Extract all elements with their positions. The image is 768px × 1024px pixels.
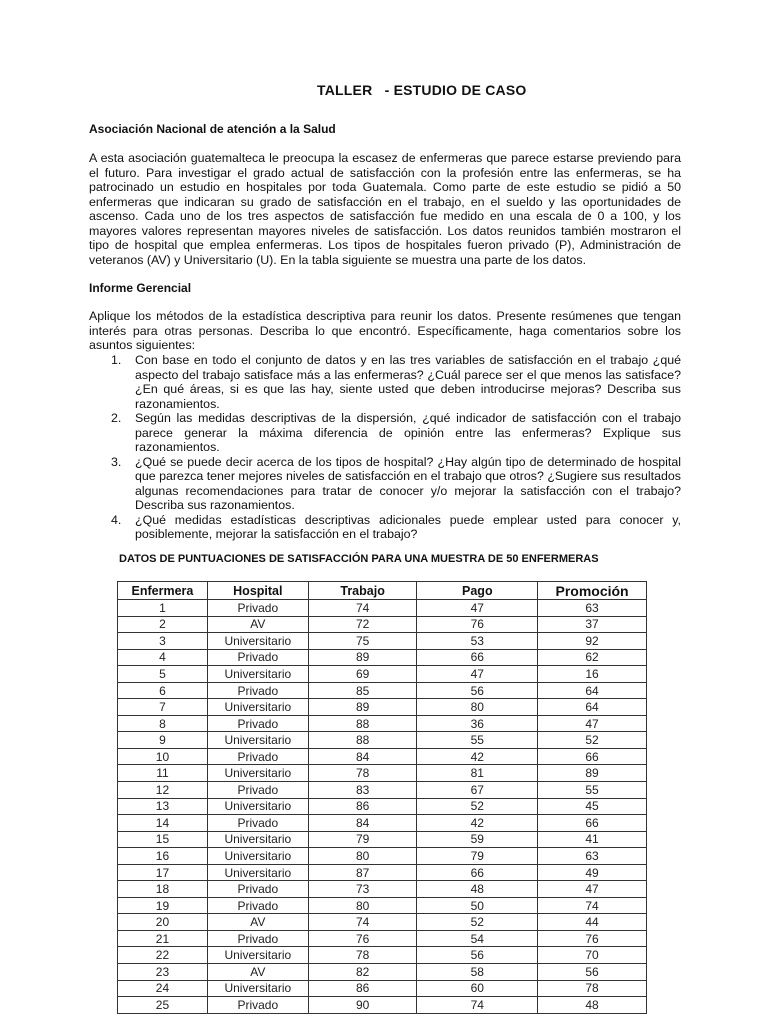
cell-promocion: 66 bbox=[538, 815, 647, 832]
cell-pago: 59 bbox=[417, 831, 538, 848]
cell-pago: 56 bbox=[417, 682, 538, 699]
cell-hospital: Universitario bbox=[207, 765, 308, 782]
cell-promocion: 48 bbox=[538, 997, 647, 1014]
cell-promocion: 64 bbox=[538, 682, 647, 699]
cell-enfermera: 5 bbox=[118, 666, 208, 683]
cell-trabajo: 79 bbox=[308, 831, 417, 848]
cell-hospital: Universitario bbox=[207, 848, 308, 865]
column-header-promocion: Promoción bbox=[538, 582, 647, 600]
cell-enfermera: 2 bbox=[118, 616, 208, 633]
cell-hospital: Universitario bbox=[207, 831, 308, 848]
cell-enfermera: 8 bbox=[118, 715, 208, 732]
cell-enfermera: 7 bbox=[118, 699, 208, 716]
cell-hospital: AV bbox=[207, 616, 308, 633]
cell-trabajo: 86 bbox=[308, 980, 417, 997]
cell-promocion: 89 bbox=[538, 765, 647, 782]
column-header-trabajo: Trabajo bbox=[308, 582, 417, 600]
question-item bbox=[89, 455, 681, 513]
cell-pago: 81 bbox=[417, 765, 538, 782]
cell-promocion: 56 bbox=[538, 964, 647, 981]
cell-trabajo: 80 bbox=[308, 897, 417, 914]
cell-hospital: Universitario bbox=[207, 980, 308, 997]
cell-hospital: Universitario bbox=[207, 699, 308, 716]
column-header-enfermera: Enfermera bbox=[118, 582, 208, 600]
table-row bbox=[118, 848, 647, 865]
cell-hospital: Privado bbox=[207, 649, 308, 666]
cell-hospital: Privado bbox=[207, 748, 308, 765]
cell-promocion: 49 bbox=[538, 864, 647, 881]
cell-pago: 58 bbox=[417, 964, 538, 981]
satisfaction-table bbox=[117, 581, 647, 1014]
cell-hospital: Universitario bbox=[207, 666, 308, 683]
cell-pago: 52 bbox=[417, 914, 538, 931]
cell-hospital: AV bbox=[207, 914, 308, 931]
cell-enfermera: 22 bbox=[118, 947, 208, 964]
cell-enfermera: 23 bbox=[118, 964, 208, 981]
table-row bbox=[118, 782, 647, 799]
cell-promocion: 76 bbox=[538, 930, 647, 947]
question-item bbox=[89, 353, 681, 411]
question-text: Según las medidas descriptivas de la dispersión, ¿qué indicador de satisfacción con el trabajo parece generar la máxima diferencia de opinión entre las enfermeras? Explique sus razonamientos. bbox=[135, 411, 681, 454]
cell-pago: 53 bbox=[417, 633, 538, 650]
cell-hospital: Privado bbox=[207, 897, 308, 914]
document-title: TALLER - ESTUDIO DE CASO bbox=[317, 82, 527, 98]
cell-pago: 66 bbox=[417, 649, 538, 666]
cell-enfermera: 12 bbox=[118, 782, 208, 799]
cell-trabajo: 76 bbox=[308, 930, 417, 947]
cell-promocion: 92 bbox=[538, 633, 647, 650]
cell-trabajo: 78 bbox=[308, 765, 417, 782]
cell-enfermera: 21 bbox=[118, 930, 208, 947]
cell-enfermera: 6 bbox=[118, 682, 208, 699]
table-row bbox=[118, 649, 647, 666]
cell-enfermera: 15 bbox=[118, 831, 208, 848]
cell-trabajo: 84 bbox=[308, 815, 417, 832]
cell-promocion: 44 bbox=[538, 914, 647, 931]
column-header-hospital: Hospital bbox=[207, 582, 308, 600]
cell-trabajo: 90 bbox=[308, 997, 417, 1014]
table-row bbox=[118, 947, 647, 964]
cell-promocion: 41 bbox=[538, 831, 647, 848]
table-row bbox=[118, 732, 647, 749]
cell-pago: 54 bbox=[417, 930, 538, 947]
cell-trabajo: 84 bbox=[308, 748, 417, 765]
table-row bbox=[118, 914, 647, 931]
table-row bbox=[118, 765, 647, 782]
cell-enfermera: 14 bbox=[118, 815, 208, 832]
cell-enfermera: 10 bbox=[118, 748, 208, 765]
cell-promocion: 62 bbox=[538, 649, 647, 666]
cell-pago: 48 bbox=[417, 881, 538, 898]
column-header-pago: Pago bbox=[417, 582, 538, 600]
table-row bbox=[118, 798, 647, 815]
cell-pago: 47 bbox=[417, 600, 538, 617]
cell-hospital: Privado bbox=[207, 930, 308, 947]
cell-pago: 47 bbox=[417, 666, 538, 683]
table-row bbox=[118, 930, 647, 947]
table-row bbox=[118, 715, 647, 732]
cell-promocion: 70 bbox=[538, 947, 647, 964]
question-text: ¿Qué medidas estadísticas descriptivas adicionales puede emplear usted para conocer y, posiblemente, mejorar la satisfacción en el trabajo? bbox=[135, 512, 681, 541]
table-row bbox=[118, 897, 647, 914]
cell-enfermera: 17 bbox=[118, 864, 208, 881]
report-paragraph: Aplique los métodos de la estadística descriptiva para reunir los datos. Presente resúmenes que tengan interés para otras personas. Describa lo que encontró. Específicamente, haga comentarios sobre los asuntos siguientes: bbox=[89, 309, 681, 352]
cell-promocion: 66 bbox=[538, 748, 647, 765]
table-title: DATOS DE PUNTUACIONES DE SATISFACCIÓN PARA UNA MUESTRA DE 50 ENFERMERAS bbox=[119, 553, 599, 565]
cell-hospital: AV bbox=[207, 964, 308, 981]
section-heading-association: Asociación Nacional de atención a la Salud bbox=[89, 122, 336, 136]
cell-enfermera: 4 bbox=[118, 649, 208, 666]
cell-hospital: Privado bbox=[207, 782, 308, 799]
table-row bbox=[118, 748, 647, 765]
cell-enfermera: 9 bbox=[118, 732, 208, 749]
question-text: ¿Qué se puede decir acerca de los tipos de hospital? ¿Hay algún tipo de determinado de hospital que parezca tener mejores niveles de satisfacción en el trabajo que otros? ¿Sugiere sus resultados algunas recomendaciones para tratar de conocer y/o mejorar la satisfacción con el trabajo? Describa sus razonamientos. bbox=[135, 454, 681, 512]
question-number: 2. bbox=[111, 411, 122, 425]
table-row bbox=[118, 864, 647, 881]
cell-hospital: Universitario bbox=[207, 633, 308, 650]
cell-hospital: Universitario bbox=[207, 798, 308, 815]
cell-trabajo: 72 bbox=[308, 616, 417, 633]
cell-trabajo: 82 bbox=[308, 964, 417, 981]
cell-promocion: 45 bbox=[538, 798, 647, 815]
cell-promocion: 74 bbox=[538, 897, 647, 914]
question-item bbox=[89, 513, 681, 542]
cell-trabajo: 88 bbox=[308, 732, 417, 749]
cell-pago: 50 bbox=[417, 897, 538, 914]
table-row bbox=[118, 600, 647, 617]
cell-trabajo: 86 bbox=[308, 798, 417, 815]
cell-hospital: Universitario bbox=[207, 947, 308, 964]
cell-pago: 36 bbox=[417, 715, 538, 732]
cell-trabajo: 85 bbox=[308, 682, 417, 699]
cell-enfermera: 20 bbox=[118, 914, 208, 931]
cell-promocion: 37 bbox=[538, 616, 647, 633]
cell-trabajo: 88 bbox=[308, 715, 417, 732]
cell-pago: 56 bbox=[417, 947, 538, 964]
cell-promocion: 63 bbox=[538, 600, 647, 617]
cell-hospital: Privado bbox=[207, 600, 308, 617]
cell-promocion: 16 bbox=[538, 666, 647, 683]
cell-trabajo: 74 bbox=[308, 600, 417, 617]
cell-promocion: 64 bbox=[538, 699, 647, 716]
cell-pago: 79 bbox=[417, 848, 538, 865]
cell-pago: 42 bbox=[417, 815, 538, 832]
cell-enfermera: 11 bbox=[118, 765, 208, 782]
cell-enfermera: 13 bbox=[118, 798, 208, 815]
cell-promocion: 55 bbox=[538, 782, 647, 799]
cell-enfermera: 1 bbox=[118, 600, 208, 617]
question-number: 1. bbox=[111, 353, 122, 367]
cell-pago: 67 bbox=[417, 782, 538, 799]
cell-hospital: Privado bbox=[207, 715, 308, 732]
table-row bbox=[118, 616, 647, 633]
cell-hospital: Privado bbox=[207, 682, 308, 699]
cell-pago: 66 bbox=[417, 864, 538, 881]
question-number: 4. bbox=[111, 512, 122, 527]
cell-hospital: Privado bbox=[207, 881, 308, 898]
cell-trabajo: 83 bbox=[308, 782, 417, 799]
question-number: 3. bbox=[111, 454, 122, 469]
table-row bbox=[118, 964, 647, 981]
cell-promocion: 52 bbox=[538, 732, 647, 749]
table-header-row bbox=[118, 582, 647, 600]
questions-list bbox=[89, 353, 681, 542]
cell-trabajo: 80 bbox=[308, 848, 417, 865]
cell-trabajo: 89 bbox=[308, 699, 417, 716]
table-row bbox=[118, 699, 647, 716]
question-text: Con base en todo el conjunto de datos y en las tres variables de satisfacción en el trabajo ¿qué aspecto del trabajo satisface más a las enfermeras? ¿Cuál parece ser el que menos las satisface? ¿En qué áreas, si es que las hay, siente usted que deben introducirse mejoras? Describa sus razonamientos. bbox=[135, 353, 681, 411]
cell-hospital: Privado bbox=[207, 815, 308, 832]
question-item bbox=[89, 411, 681, 455]
table-row bbox=[118, 980, 647, 997]
cell-pago: 42 bbox=[417, 748, 538, 765]
cell-enfermera: 16 bbox=[118, 848, 208, 865]
table-row bbox=[118, 815, 647, 832]
cell-enfermera: 24 bbox=[118, 980, 208, 997]
cell-enfermera: 19 bbox=[118, 897, 208, 914]
table-row bbox=[118, 682, 647, 699]
cell-hospital: Universitario bbox=[207, 864, 308, 881]
cell-pago: 60 bbox=[417, 980, 538, 997]
cell-promocion: 63 bbox=[538, 848, 647, 865]
intro-paragraph: A esta asociación guatemalteca le preocupa la escasez de enfermeras que parece estarse previendo para el futuro. Para investigar el grado actual de satisfacción con la profesión entre las enfermeras, se ha patrocinado un estudio en hospitales por toda Guatemala. Como parte de este estudio se pidió a 50 enfermeras que indicaran su grado de satisfacción en el trabajo, en el sueldo y las oportunidades de ascenso. Cada uno de los tres aspectos de satisfacción fue medido en una escala de 0 a 100, y los mayores valores representan mayores niveles de satisfacción. Los datos reunidos también mostraron el tipo de hospital que emplea enfermeras. Los tipos de hospitales fueron privado (P), Administración de veteranos (AV) y Universitario (U). En la tabla siguiente se muestra una parte de los datos. bbox=[89, 151, 681, 267]
cell-pago: 74 bbox=[417, 997, 538, 1014]
cell-hospital: Universitario bbox=[207, 732, 308, 749]
cell-pago: 55 bbox=[417, 732, 538, 749]
cell-promocion: 47 bbox=[538, 881, 647, 898]
cell-trabajo: 89 bbox=[308, 649, 417, 666]
cell-enfermera: 3 bbox=[118, 633, 208, 650]
cell-enfermera: 25 bbox=[118, 997, 208, 1014]
table-row bbox=[118, 997, 647, 1014]
cell-trabajo: 74 bbox=[308, 914, 417, 931]
cell-trabajo: 75 bbox=[308, 633, 417, 650]
cell-enfermera: 18 bbox=[118, 881, 208, 898]
table-row bbox=[118, 666, 647, 683]
table-row bbox=[118, 633, 647, 650]
cell-pago: 52 bbox=[417, 798, 538, 815]
table-row bbox=[118, 831, 647, 848]
cell-hospital: Privado bbox=[207, 997, 308, 1014]
cell-trabajo: 73 bbox=[308, 881, 417, 898]
cell-promocion: 78 bbox=[538, 980, 647, 997]
cell-trabajo: 87 bbox=[308, 864, 417, 881]
table-body bbox=[118, 600, 647, 1014]
cell-trabajo: 78 bbox=[308, 947, 417, 964]
cell-promocion: 47 bbox=[538, 715, 647, 732]
section-heading-report: Informe Gerencial bbox=[89, 281, 192, 295]
cell-trabajo: 69 bbox=[308, 666, 417, 683]
cell-pago: 80 bbox=[417, 699, 538, 716]
table-row bbox=[118, 881, 647, 898]
cell-pago: 76 bbox=[417, 616, 538, 633]
